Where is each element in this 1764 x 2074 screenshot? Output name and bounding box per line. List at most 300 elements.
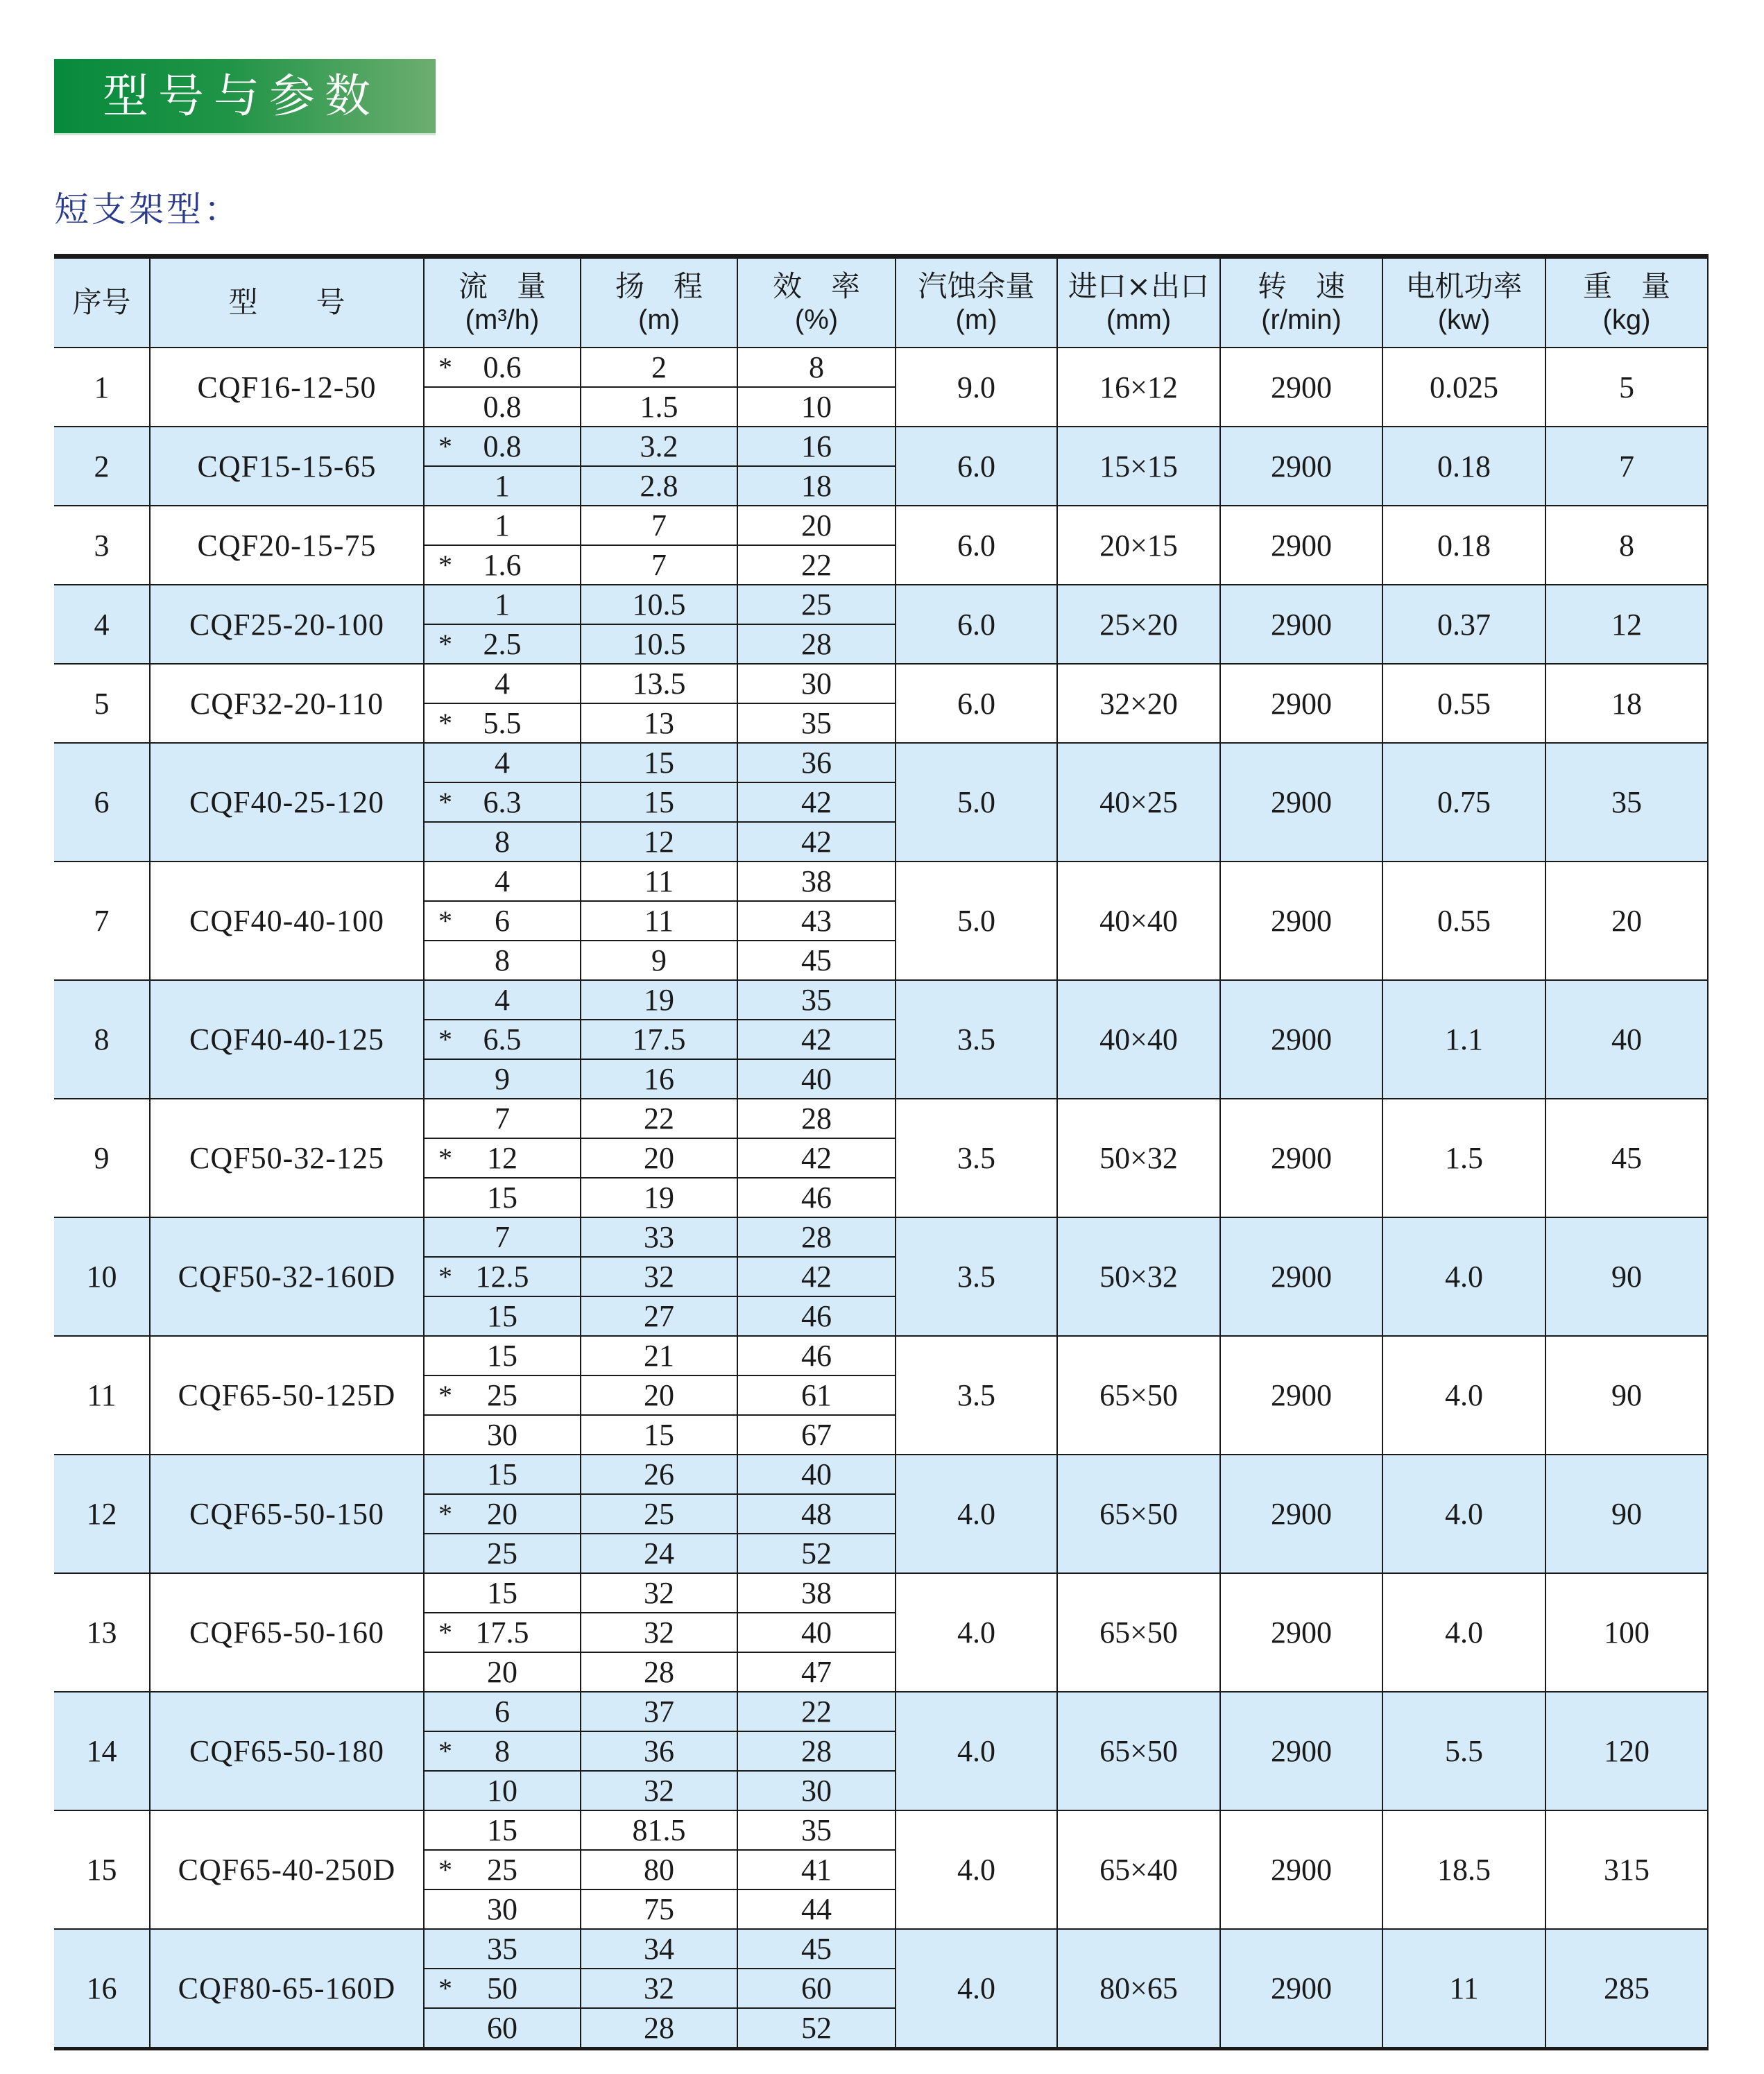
efficiency-cell: 43: [737, 901, 896, 941]
flow-value: 7: [495, 1102, 510, 1135]
parameters-table: [54, 254, 1709, 2050]
flow-cell: [424, 1929, 581, 1969]
flow-value: 15: [487, 1299, 517, 1333]
flow-cell: [424, 1138, 581, 1178]
weight-cell: 120: [1545, 1692, 1708, 1810]
model-cell: CQF16-12-50: [150, 348, 424, 427]
efficiency-cell: 46: [737, 1336, 896, 1375]
motor-power-cell: 4.0: [1382, 1217, 1545, 1336]
weight-cell: 45: [1545, 1099, 1708, 1217]
flow-value: 25: [487, 1536, 517, 1570]
flow-cell: [424, 1573, 581, 1613]
header-inlet-outlet: [1057, 257, 1220, 348]
npsh-cell: 3.5: [896, 1099, 1057, 1217]
inlet-outlet-cell: 25×20: [1057, 585, 1220, 664]
npsh-cell: 6.0: [896, 585, 1057, 664]
rated-point-star: *: [438, 708, 452, 739]
flow-value: 8: [495, 1734, 510, 1768]
flow-value: 30: [487, 1418, 517, 1452]
flow-cell: [424, 1020, 581, 1059]
table-row: [54, 1217, 1708, 1257]
weight-cell: 90: [1545, 1455, 1708, 1573]
table-row: [54, 1929, 1708, 1969]
flow-value: 12: [487, 1141, 517, 1175]
speed-cell: 2900: [1220, 743, 1382, 862]
flow-value: 4: [495, 746, 510, 780]
flow-value: 35: [487, 1932, 517, 1966]
model-cell: CQF80-65-160D: [150, 1929, 424, 2049]
efficiency-cell: 48: [737, 1494, 896, 1534]
rated-point-star: *: [438, 787, 452, 818]
head-cell: 3.2: [581, 427, 737, 466]
head-cell: 21: [581, 1336, 737, 1375]
header-label: 流 量: [458, 269, 546, 304]
table-row: [54, 427, 1708, 466]
head-cell: 27: [581, 1296, 737, 1336]
efficiency-cell: 42: [737, 1020, 896, 1059]
table-row: [54, 980, 1708, 1020]
efficiency-cell: 67: [737, 1415, 896, 1455]
flow-value: 6.3: [483, 785, 522, 819]
inlet-outlet-cell: 65×50: [1057, 1692, 1220, 1810]
row-number: 10: [54, 1217, 150, 1336]
row-number: 9: [54, 1099, 150, 1217]
head-cell: 33: [581, 1217, 737, 1257]
header-unit: (mm): [1106, 304, 1172, 335]
motor-power-cell: 4.0: [1382, 1455, 1545, 1573]
flow-cell: [424, 506, 581, 545]
efficiency-cell: 28: [737, 1099, 896, 1138]
head-cell: 2.8: [581, 466, 737, 506]
head-cell: 13.5: [581, 664, 737, 703]
efficiency-cell: 42: [737, 782, 896, 822]
header-label: 重 量: [1582, 269, 1670, 304]
head-cell: 19: [581, 1178, 737, 1217]
weight-cell: 12: [1545, 585, 1708, 664]
flow-cell: [424, 1613, 581, 1652]
head-cell: 13: [581, 703, 737, 743]
flow-value: 25: [487, 1378, 517, 1412]
flow-value: 15: [487, 1181, 517, 1215]
npsh-cell: 3.5: [896, 1336, 1057, 1455]
flow-value: 50: [487, 1971, 517, 2005]
row-number: 7: [54, 862, 150, 980]
efficiency-cell: 52: [737, 1534, 896, 1573]
npsh-cell: 4.0: [896, 1810, 1057, 1929]
npsh-cell: 4.0: [896, 1455, 1057, 1573]
speed-cell: 2900: [1220, 585, 1382, 664]
speed-cell: 2900: [1220, 980, 1382, 1099]
head-cell: 1.5: [581, 387, 737, 427]
model-cell: CQF65-40-250D: [150, 1810, 424, 1929]
header-label: 扬 程: [615, 269, 703, 304]
flow-cell: [424, 1810, 581, 1850]
table-row: [54, 1692, 1708, 1731]
rated-point-star: *: [438, 1380, 452, 1411]
head-cell: 15: [581, 743, 737, 782]
head-cell: 25: [581, 1494, 737, 1534]
head-cell: 36: [581, 1731, 737, 1771]
header-label: 电机功率: [1405, 269, 1523, 304]
weight-cell: 90: [1545, 1217, 1708, 1336]
header-speed: [1220, 257, 1382, 348]
inlet-outlet-cell: 65×40: [1057, 1810, 1220, 1929]
efficiency-cell: 38: [737, 862, 896, 901]
flow-cell: [424, 1494, 581, 1534]
rated-point-star: *: [438, 549, 452, 581]
header-unit: (m): [638, 304, 680, 335]
efficiency-cell: 47: [737, 1652, 896, 1692]
head-cell: 9: [581, 941, 737, 980]
flow-value: 12.5: [475, 1260, 529, 1294]
inlet-outlet-cell: 32×20: [1057, 664, 1220, 743]
efficiency-cell: 52: [737, 2008, 896, 2049]
npsh-cell: 5.0: [896, 743, 1057, 862]
table-row: [54, 1455, 1708, 1494]
row-number: 6: [54, 743, 150, 862]
efficiency-cell: 30: [737, 1771, 896, 1810]
flow-cell: [424, 545, 581, 585]
head-cell: 28: [581, 2008, 737, 2049]
efficiency-cell: 42: [737, 1138, 896, 1178]
flow-cell: [424, 664, 581, 703]
rated-point-star: *: [438, 1854, 452, 1885]
efficiency-cell: 35: [737, 1810, 896, 1850]
flow-value: 60: [487, 2011, 517, 2045]
head-cell: 20: [581, 1375, 737, 1415]
table-row: [54, 1099, 1708, 1138]
head-cell: 16: [581, 1059, 737, 1099]
header-npsh: [896, 257, 1057, 348]
header-label: 型 号: [228, 285, 345, 320]
flow-cell: [424, 1415, 581, 1455]
efficiency-cell: 28: [737, 1217, 896, 1257]
inlet-outlet-cell: 40×40: [1057, 862, 1220, 980]
model-cell: CQF65-50-160: [150, 1573, 424, 1692]
flow-cell: [424, 822, 581, 862]
motor-power-cell: 5.5: [1382, 1692, 1545, 1810]
flow-cell: [424, 624, 581, 664]
speed-cell: 2900: [1220, 664, 1382, 743]
head-cell: 37: [581, 1692, 737, 1731]
head-cell: 22: [581, 1099, 737, 1138]
flow-cell: [424, 1534, 581, 1573]
rated-point-star: *: [438, 431, 452, 462]
head-cell: 10.5: [581, 624, 737, 664]
head-cell: 19: [581, 980, 737, 1020]
flow-cell: [424, 466, 581, 506]
model-cell: CQF65-50-125D: [150, 1336, 424, 1455]
speed-cell: 2900: [1220, 1455, 1382, 1573]
head-cell: 32: [581, 1613, 737, 1652]
inlet-outlet-cell: 40×25: [1057, 743, 1220, 862]
motor-power-cell: 18.5: [1382, 1810, 1545, 1929]
speed-cell: 2900: [1220, 862, 1382, 980]
table-row: [54, 664, 1708, 703]
speed-cell: 2900: [1220, 1099, 1382, 1217]
npsh-cell: 6.0: [896, 427, 1057, 506]
head-cell: 32: [581, 1257, 737, 1296]
head-cell: 15: [581, 782, 737, 822]
flow-value: 7: [495, 1220, 510, 1254]
flow-value: 15: [487, 1576, 517, 1610]
header-flow: [424, 257, 581, 348]
flow-cell: [424, 1059, 581, 1099]
head-cell: 15: [581, 1415, 737, 1455]
speed-cell: 2900: [1220, 348, 1382, 427]
efficiency-cell: 28: [737, 1731, 896, 1771]
npsh-cell: 4.0: [896, 1692, 1057, 1810]
flow-value: 20: [487, 1497, 517, 1531]
rated-point-star: *: [438, 1973, 452, 2004]
header-unit: (m³/h): [465, 304, 540, 335]
flow-value: 4: [495, 667, 510, 701]
row-number: 14: [54, 1692, 150, 1810]
flow-value: 1: [495, 508, 510, 542]
motor-power-cell: 1.5: [1382, 1099, 1545, 1217]
speed-cell: 2900: [1220, 1217, 1382, 1336]
npsh-cell: 4.0: [896, 1573, 1057, 1692]
efficiency-cell: 40: [737, 1059, 896, 1099]
model-cell: CQF50-32-125: [150, 1099, 424, 1217]
row-number: 13: [54, 1573, 150, 1692]
speed-cell: 2900: [1220, 1573, 1382, 1692]
table-row: [54, 743, 1708, 782]
model-cell: CQF20-15-75: [150, 506, 424, 585]
head-cell: 32: [581, 1771, 737, 1810]
header-unit: (kg): [1602, 304, 1651, 335]
flow-cell: [424, 427, 581, 466]
flow-value: 0.8: [483, 429, 522, 463]
efficiency-cell: 20: [737, 506, 896, 545]
speed-cell: 2900: [1220, 1810, 1382, 1929]
row-number: 1: [54, 348, 150, 427]
flow-cell: [424, 1850, 581, 1889]
speed-cell: 2900: [1220, 1929, 1382, 2049]
head-cell: 75: [581, 1889, 737, 1929]
rated-point-star: *: [438, 1142, 452, 1174]
row-number: 5: [54, 664, 150, 743]
npsh-cell: 6.0: [896, 664, 1057, 743]
npsh-cell: 5.0: [896, 862, 1057, 980]
efficiency-cell: 46: [737, 1178, 896, 1217]
efficiency-cell: 35: [737, 980, 896, 1020]
row-number: 3: [54, 506, 150, 585]
efficiency-cell: 45: [737, 1929, 896, 1969]
head-cell: 24: [581, 1534, 737, 1573]
flow-cell: [424, 703, 581, 743]
npsh-cell: 4.0: [896, 1929, 1057, 2049]
rated-point-star: *: [438, 905, 452, 936]
rated-point-star: *: [438, 1498, 452, 1529]
motor-power-cell: 11: [1382, 1929, 1545, 2049]
table-row: [54, 585, 1708, 624]
flow-value: 5.5: [483, 706, 522, 740]
efficiency-cell: 18: [737, 466, 896, 506]
weight-cell: 18: [1545, 664, 1708, 743]
table-row: [54, 1336, 1708, 1375]
header-weight: [1545, 257, 1708, 348]
flow-cell: [424, 901, 581, 941]
flow-cell: [424, 1217, 581, 1257]
npsh-cell: 3.5: [896, 1217, 1057, 1336]
row-number: 15: [54, 1810, 150, 1929]
table-row: [54, 1810, 1708, 1850]
rated-point-star: *: [438, 1024, 452, 1055]
head-cell: 34: [581, 1929, 737, 1969]
rated-point-star: *: [438, 628, 452, 660]
flow-value: 15: [487, 1339, 517, 1373]
flow-value: 4: [495, 983, 510, 1017]
head-cell: 17.5: [581, 1020, 737, 1059]
row-number: 4: [54, 585, 150, 664]
speed-cell: 2900: [1220, 1336, 1382, 1455]
model-cell: CQF40-40-100: [150, 862, 424, 980]
head-cell: 7: [581, 506, 737, 545]
flow-value: 6: [495, 1695, 510, 1729]
flow-cell: [424, 1296, 581, 1336]
head-cell: 20: [581, 1138, 737, 1178]
flow-cell: [424, 1969, 581, 2008]
weight-cell: 35: [1545, 743, 1708, 862]
weight-cell: 90: [1545, 1336, 1708, 1455]
efficiency-cell: 30: [737, 664, 896, 703]
flow-cell: [424, 585, 581, 624]
flow-value: 2.5: [483, 627, 522, 661]
header-motor-power: [1382, 257, 1545, 348]
flow-cell: [424, 980, 581, 1020]
flow-value: 9: [495, 1062, 510, 1096]
flow-cell: [424, 862, 581, 901]
model-cell: CQF40-25-120: [150, 743, 424, 862]
efficiency-cell: 35: [737, 703, 896, 743]
model-cell: CQF25-20-100: [150, 585, 424, 664]
flow-value: 30: [487, 1892, 517, 1926]
motor-power-cell: 0.18: [1382, 506, 1545, 585]
efficiency-cell: 38: [737, 1573, 896, 1613]
flow-value: 6: [495, 904, 510, 938]
efficiency-cell: 36: [737, 743, 896, 782]
table-row: [54, 506, 1708, 545]
rated-point-star: *: [438, 352, 452, 383]
efficiency-cell: 16: [737, 427, 896, 466]
flow-cell: [424, 2008, 581, 2049]
row-number: 11: [54, 1336, 150, 1455]
head-cell: 32: [581, 1969, 737, 2008]
weight-cell: 315: [1545, 1810, 1708, 1929]
weight-cell: 285: [1545, 1929, 1708, 2049]
flow-value: 8: [495, 825, 510, 859]
header-unit: (kw): [1437, 304, 1491, 335]
weight-cell: 5: [1545, 348, 1708, 427]
flow-value: 6.5: [483, 1022, 522, 1056]
inlet-outlet-cell: 15×15: [1057, 427, 1220, 506]
flow-cell: [424, 1731, 581, 1771]
npsh-cell: 6.0: [896, 506, 1057, 585]
efficiency-cell: 42: [737, 1257, 896, 1296]
model-cell: CQF32-20-110: [150, 664, 424, 743]
head-cell: 11: [581, 901, 737, 941]
flow-value: 8: [495, 943, 510, 977]
flow-cell: [424, 348, 581, 387]
motor-power-cell: 4.0: [1382, 1573, 1545, 1692]
flow-cell: [424, 1099, 581, 1138]
flow-value: 20: [487, 1655, 517, 1689]
head-cell: 2: [581, 348, 737, 387]
header-label: 效 率: [772, 269, 860, 304]
flow-cell: [424, 387, 581, 427]
inlet-outlet-cell: 16×12: [1057, 348, 1220, 427]
head-cell: 7: [581, 545, 737, 585]
flow-value: 1: [495, 469, 510, 503]
header-model: [150, 257, 424, 348]
header-label: 汽蚀余量: [918, 269, 1035, 304]
inlet-outlet-cell: 80×65: [1057, 1929, 1220, 2049]
npsh-cell: 3.5: [896, 980, 1057, 1099]
flow-value: 15: [487, 1457, 517, 1491]
head-cell: 10.5: [581, 585, 737, 624]
head-cell: 26: [581, 1455, 737, 1494]
motor-power-cell: 1.1: [1382, 980, 1545, 1099]
inlet-outlet-cell: 65×50: [1057, 1455, 1220, 1573]
header-label: 转 速: [1257, 269, 1345, 304]
motor-power-cell: 0.37: [1382, 585, 1545, 664]
flow-value: 4: [495, 864, 510, 898]
motor-power-cell: 0.18: [1382, 427, 1545, 506]
flow-cell: [424, 1692, 581, 1731]
head-cell: 12: [581, 822, 737, 862]
model-cell: CQF65-50-180: [150, 1692, 424, 1810]
header-unit: (%): [794, 304, 839, 335]
header-unit: (m): [955, 304, 997, 335]
efficiency-cell: 45: [737, 941, 896, 980]
flow-cell: [424, 1178, 581, 1217]
motor-power-cell: 0.55: [1382, 664, 1545, 743]
efficiency-cell: 28: [737, 624, 896, 664]
header-efficiency: [737, 257, 896, 348]
model-cell: CQF50-32-160D: [150, 1217, 424, 1336]
flow-value: 0.8: [483, 390, 522, 424]
table-row: [54, 348, 1708, 387]
efficiency-cell: 22: [737, 545, 896, 585]
flow-cell: [424, 1652, 581, 1692]
flow-cell: [424, 1771, 581, 1810]
inlet-outlet-cell: 50×32: [1057, 1217, 1220, 1336]
speed-cell: 2900: [1220, 1692, 1382, 1810]
header-no: [54, 257, 150, 348]
header-label: 序号: [72, 285, 131, 320]
weight-cell: 8: [1545, 506, 1708, 585]
flow-value: 10: [487, 1774, 517, 1808]
header-label: 进口×出口: [1068, 269, 1210, 304]
flow-value: 15: [487, 1813, 517, 1847]
motor-power-cell: 0.75: [1382, 743, 1545, 862]
flow-cell: [424, 1336, 581, 1375]
model-cell: CQF15-15-65: [150, 427, 424, 506]
inlet-outlet-cell: 65×50: [1057, 1336, 1220, 1455]
motor-power-cell: 0.55: [1382, 862, 1545, 980]
table-header-row: [54, 257, 1708, 348]
efficiency-cell: 8: [737, 348, 896, 387]
head-cell: 80: [581, 1850, 737, 1889]
flow-cell: [424, 941, 581, 980]
flow-cell: [424, 743, 581, 782]
flow-value: 0.6: [483, 350, 522, 384]
head-cell: 11: [581, 862, 737, 901]
speed-cell: 2900: [1220, 427, 1382, 506]
head-cell: 28: [581, 1652, 737, 1692]
efficiency-cell: 42: [737, 822, 896, 862]
